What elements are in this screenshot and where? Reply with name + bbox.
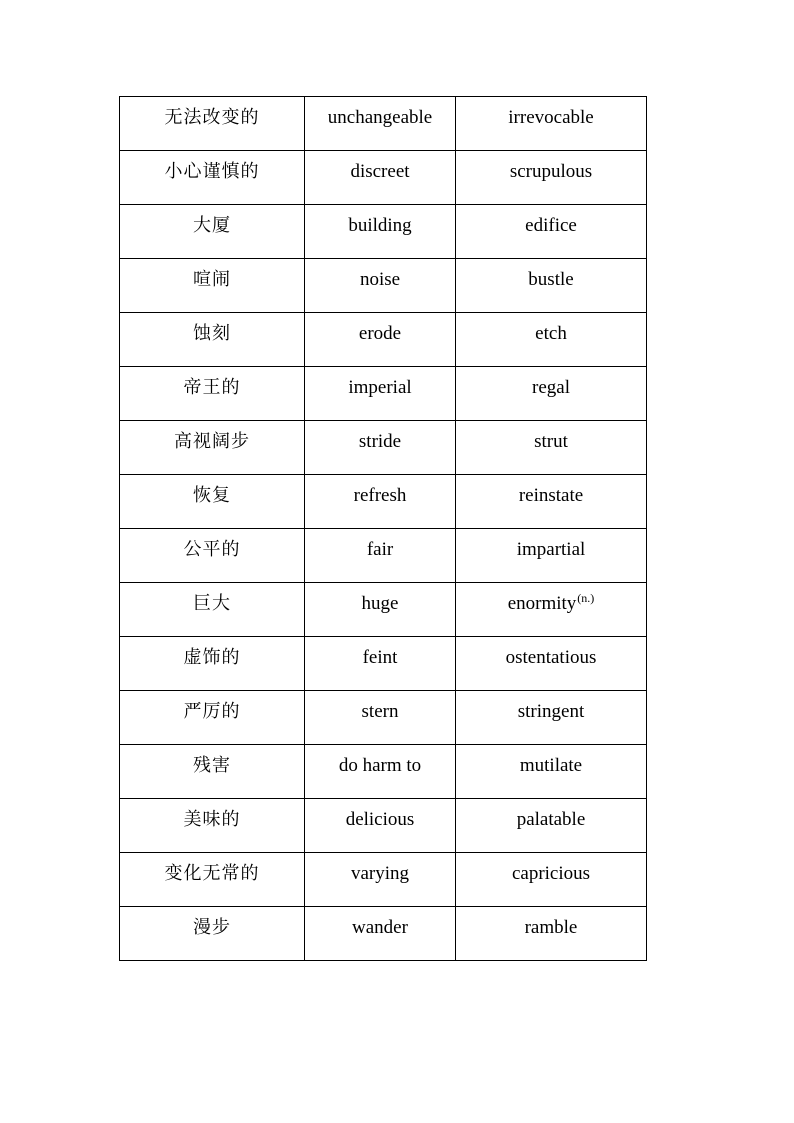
basic-word-cell: fair [305,529,456,583]
basic-word-cell: refresh [305,475,456,529]
basic-word-cell: varying [305,853,456,907]
basic-word-cell: stride [305,421,456,475]
advanced-word-cell [456,475,647,529]
chinese-term-cell: 恢复 [120,475,305,529]
basic-word-cell: delicious [305,799,456,853]
advanced-word: enormity [507,593,577,614]
advanced-word: irrevocable [508,107,594,128]
chinese-term-cell: 大厦 [120,205,305,259]
advanced-word: reinstate [518,485,584,506]
table-row [120,259,647,313]
table-row [120,907,647,961]
advanced-word: edifice [525,215,577,236]
chinese-term-cell: 残害 [120,745,305,799]
chinese-term-cell: 蚀刻 [120,313,305,367]
advanced-word: bustle [528,269,574,290]
advanced-word: regal [532,377,570,398]
chinese-term-cell: 美味的 [120,799,305,853]
advanced-word-cell [456,259,647,313]
basic-word-cell: wander [305,907,456,961]
table-row [120,583,647,637]
advanced-word-cell [456,421,647,475]
vocabulary-table [119,96,647,961]
advanced-word: etch [535,323,567,344]
advanced-word-cell [456,691,647,745]
advanced-word: ramble [524,917,578,938]
table-row [120,799,647,853]
table-row [120,529,647,583]
chinese-term-cell: 高视阔步 [120,421,305,475]
advanced-word: capricious [511,863,591,884]
advanced-word-cell [456,907,647,961]
table-row [120,637,647,691]
table-row [120,97,647,151]
advanced-word-cell [456,205,647,259]
table-row [120,853,647,907]
table-row [120,421,647,475]
table-row [120,313,647,367]
advanced-word-cell [456,151,647,205]
part-of-speech-note: (n.) [577,590,595,605]
basic-word-cell: erode [305,313,456,367]
advanced-word: scrupulous [509,161,593,182]
chinese-term-cell: 虚饰的 [120,637,305,691]
advanced-word-cell [456,529,647,583]
table-row [120,151,647,205]
table-row [120,745,647,799]
chinese-term-cell: 帝王的 [120,367,305,421]
basic-word-cell: noise [305,259,456,313]
chinese-term-cell: 漫步 [120,907,305,961]
basic-word-cell: imperial [305,367,456,421]
advanced-word-cell [456,313,647,367]
basic-word-cell: building [305,205,456,259]
table-row [120,367,647,421]
chinese-term-cell: 变化无常的 [120,853,305,907]
vocabulary-table-body [120,97,647,961]
basic-word-cell: do harm to [305,745,456,799]
advanced-word-cell [456,583,647,637]
advanced-word: palatable [516,809,586,830]
basic-word-cell: stern [305,691,456,745]
chinese-term-cell: 喧闹 [120,259,305,313]
advanced-word-cell [456,745,647,799]
chinese-term-cell: 严厉的 [120,691,305,745]
basic-word-cell: unchangeable [305,97,456,151]
chinese-term-cell: 小心谨慎的 [120,151,305,205]
chinese-term-cell: 巨大 [120,583,305,637]
basic-word-cell: huge [305,583,456,637]
table-row [120,205,647,259]
chinese-term-cell: 无法改变的 [120,97,305,151]
advanced-word-cell [456,97,647,151]
advanced-word-cell [456,853,647,907]
table-row [120,691,647,745]
chinese-term-cell: 公平的 [120,529,305,583]
advanced-word: stringent [517,701,585,722]
advanced-word: mutilate [519,755,583,776]
basic-word-cell: discreet [305,151,456,205]
advanced-word-cell [456,799,647,853]
table-row [120,475,647,529]
advanced-word-cell [456,367,647,421]
basic-word-cell: feint [305,637,456,691]
advanced-word: ostentatious [505,647,597,668]
advanced-word: impartial [516,539,586,560]
advanced-word: strut [534,431,568,452]
advanced-word-cell [456,637,647,691]
